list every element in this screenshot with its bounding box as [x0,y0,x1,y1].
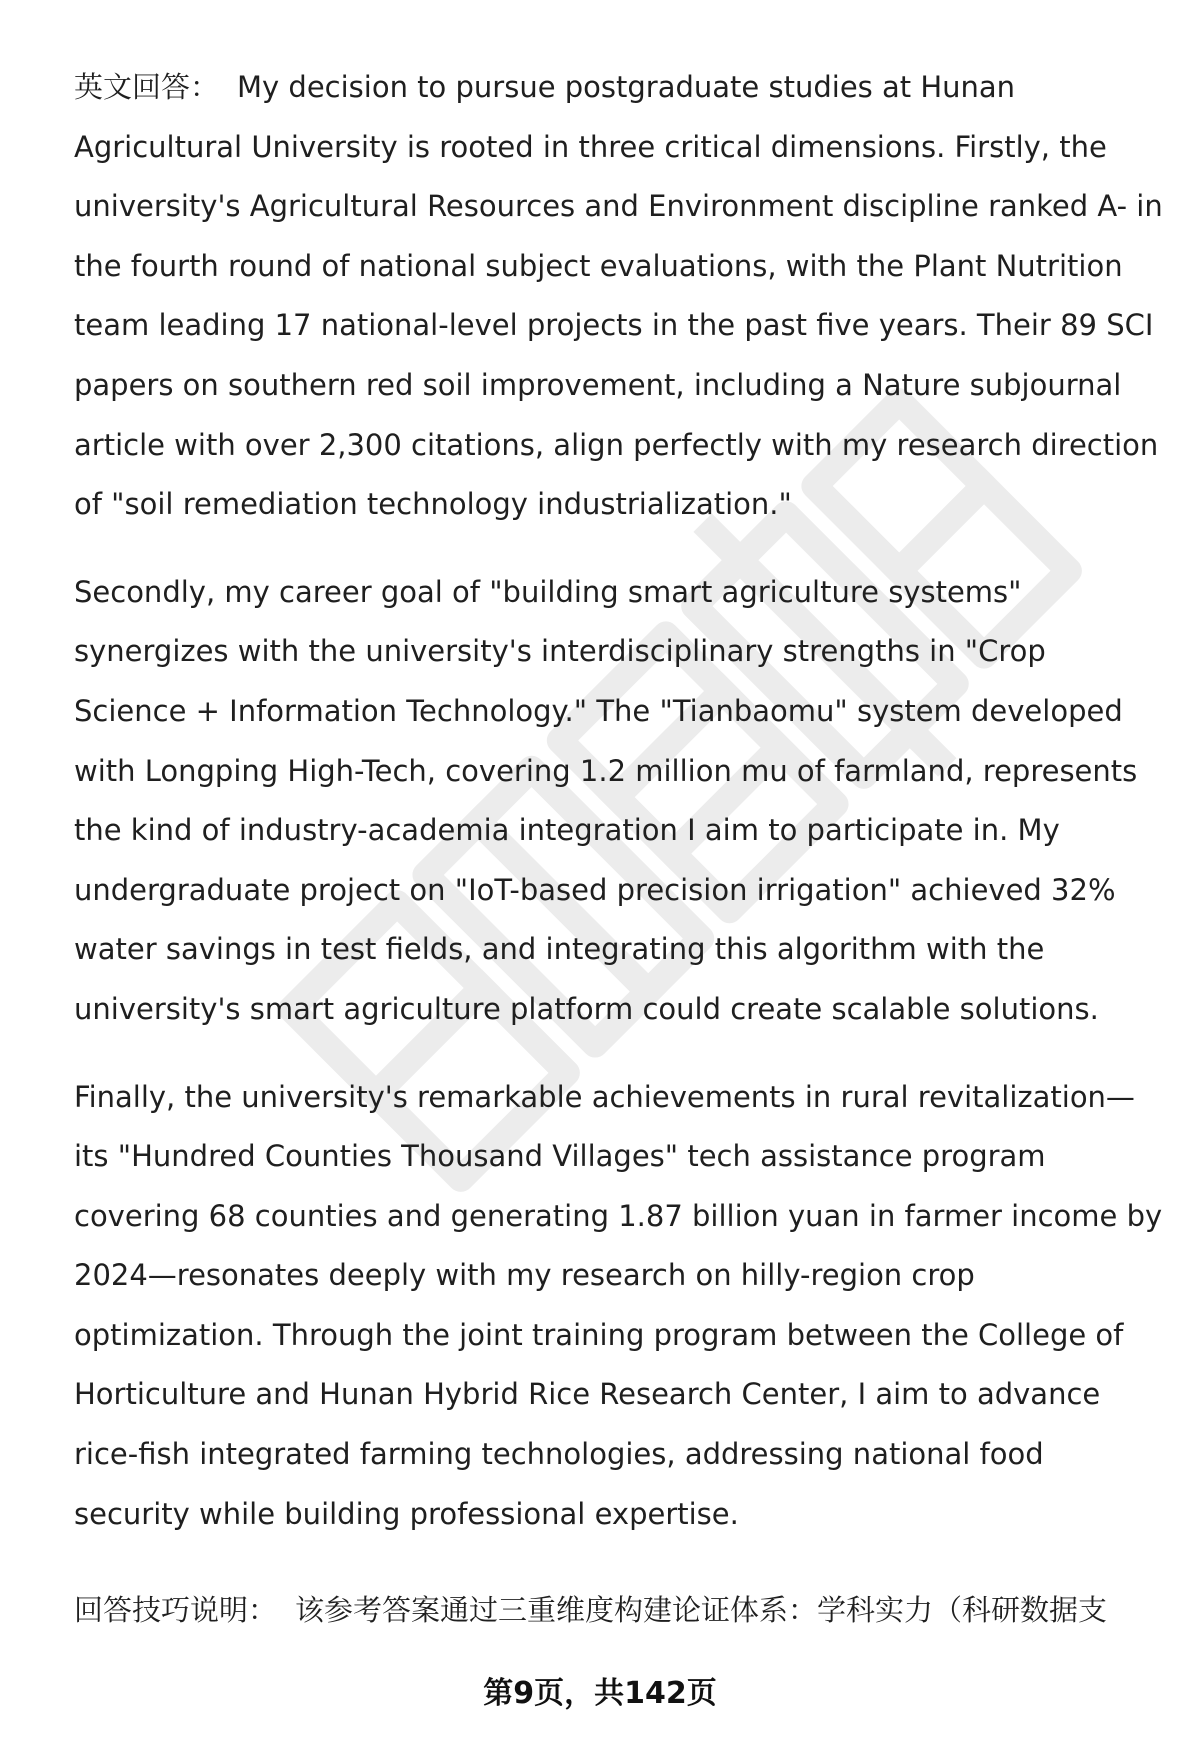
answer-paragraph-3: Finally, the university's remarkable achievements in rural revitalization—its "Hundred Counties Thousand Villages" tech assistance program covering 68 counties and generating 1.87 billion yuan in farmer income by 2024—resonates deeply with my research on hilly-region crop optimization. Through the joint training program between the College of Horticulture and Hunan Hybrid Rice Research Center, I aim to advance rice-fish integrated farming technologies, addressing national food security while building professional expertise. [74,1079,1163,1531]
tips-label: 回答技巧说明： [74,1593,278,1627]
answer-paragraph-1 [74,58,1164,535]
answer-tips [74,1580,1164,1640]
english-answer-label: 英文回答： [74,70,220,104]
page-indicator: 第9页，共142页 [483,1676,717,1711]
answer-paragraph-1-text: My decision to pursue postgraduate studies at Hunan Agricultural University is rooted in three critical dimensions. Firstly, the university's Agricultural Resources and Environment discipline ranked A- in the fourth round of national subject evaluations, with the Plant Nutrition team leading 17 national-level projects in the past five years. Their 89 SCI papers on southern red soil improvement, including a Nature subjournal article with over 2,300 citations, align perfectly with my research direction of "soil remediation technology industrialization." [74,70,1163,522]
tips-text: 该参考答案通过三重维度构建论证体系：学科实力（科研数据支 [295,1593,1108,1627]
answer-paragraph-2: Secondly, my career goal of "building smart agriculture systems" synergizes with the university's interdisciplinary strengths in "Crop Science + Information Technology." The "Tianbaomu" system developed with Longping High-Tech, covering 1.2 million mu of farmland, represents the kind of industry-academia integration I aim to participate in. My undergraduate project on "IoT-based precision irrigation" achieved 32% water savings in test fields, and integrating this algorithm with the university's smart agriculture platform could create scalable solutions. [74,574,1138,1026]
answer-body [74,58,1164,1572]
